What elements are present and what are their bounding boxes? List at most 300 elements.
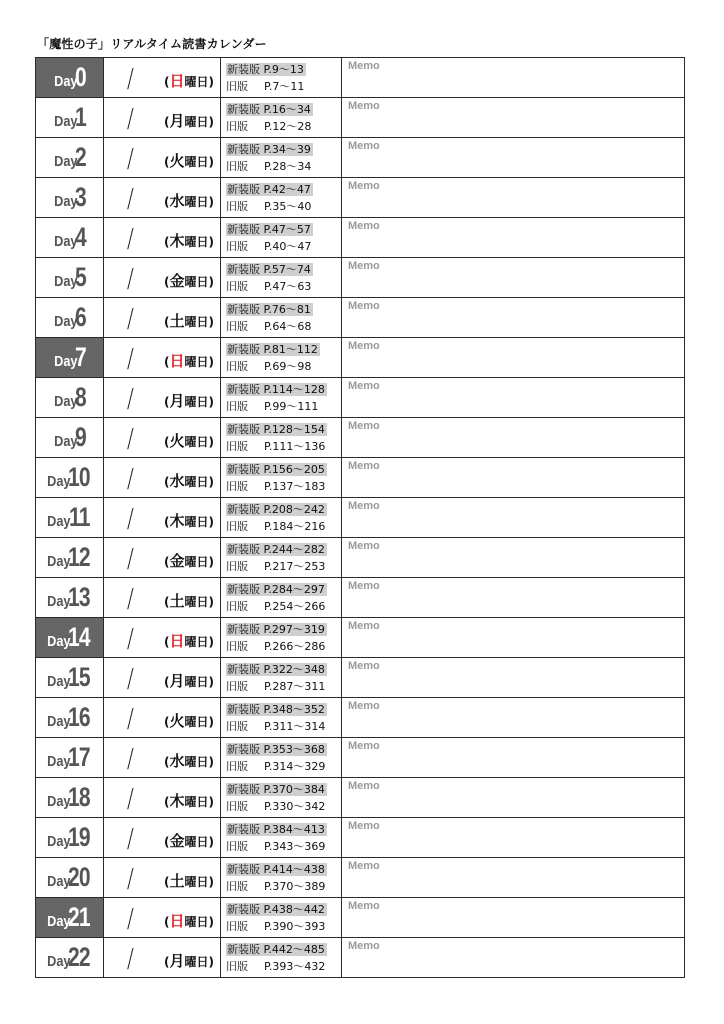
weekday-suffix: 曜日) [184, 275, 214, 289]
weekday-suffix: 曜日) [184, 595, 214, 609]
calendar-row [36, 538, 685, 578]
day-cell [36, 538, 104, 578]
weekday-open: ( [164, 595, 170, 609]
memo-cell[interactable] [342, 418, 685, 458]
weekday-char: 水 [169, 192, 185, 210]
new-edition-line [226, 701, 341, 718]
new-edition-line [226, 501, 341, 518]
memo-label: Memo [348, 380, 380, 392]
weekday-label [164, 630, 214, 651]
date-slash: / [126, 504, 134, 534]
old-edition-pages: P.311～314 [264, 719, 326, 733]
day-label: Day [53, 73, 78, 90]
calendar-row [36, 298, 685, 338]
new-edition-line [226, 541, 341, 558]
calendar-row [36, 98, 685, 138]
memo-cell[interactable] [342, 338, 685, 378]
memo-label: Memo [348, 100, 380, 112]
day-number: 12 [68, 542, 91, 572]
page-title: 「魔性の子」リアルタイム読書カレンダー [37, 37, 267, 51]
date-cell[interactable] [104, 658, 221, 698]
weekday-open: ( [164, 315, 170, 329]
new-edition-line [226, 341, 341, 358]
weekday-char: 日 [169, 72, 185, 90]
date-slash: / [126, 64, 134, 94]
old-edition-label: 旧版 [226, 759, 248, 773]
new-edition-line [226, 61, 341, 78]
old-edition-label: 旧版 [226, 879, 248, 893]
weekday-open: ( [164, 875, 170, 889]
memo-cell[interactable] [342, 258, 685, 298]
new-edition-line [226, 861, 341, 878]
day-label: Day [53, 313, 78, 330]
memo-label: Memo [348, 300, 380, 312]
date-cell[interactable] [104, 58, 221, 98]
new-edition-pages: P.442～485 [263, 942, 325, 956]
old-edition-label: 旧版 [226, 679, 248, 693]
reading-calendar-table [35, 57, 685, 978]
new-edition-line [226, 581, 341, 598]
weekday-label [164, 470, 214, 491]
old-edition-pages: P.40～47 [264, 239, 312, 253]
memo-label: Memo [348, 60, 380, 72]
new-edition-label: 新装版 [227, 662, 260, 676]
pages-cell [221, 218, 342, 258]
weekday-label [164, 750, 214, 771]
pages-cell [221, 498, 342, 538]
new-edition-pages: P.284～297 [263, 582, 325, 596]
memo-cell[interactable] [342, 778, 685, 818]
old-edition-pages: P.184～216 [264, 519, 326, 533]
calendar-row [36, 498, 685, 538]
memo-cell[interactable] [342, 458, 685, 498]
new-edition-line [226, 781, 341, 798]
weekday-char: 金 [169, 272, 185, 290]
old-edition-line [226, 598, 341, 615]
date-slash: / [126, 704, 134, 734]
day-label: Day [46, 473, 71, 490]
new-edition-label: 新装版 [227, 862, 260, 876]
old-edition-line [226, 518, 341, 535]
pages-cell [221, 338, 342, 378]
pages-cell [221, 418, 342, 458]
weekday-suffix: 曜日) [184, 835, 214, 849]
day-cell [36, 618, 104, 658]
weekday-suffix: 曜日) [184, 75, 214, 89]
day-cell [36, 778, 104, 818]
day-cell [36, 378, 104, 418]
new-edition-label: 新装版 [227, 182, 260, 196]
day-cell [36, 418, 104, 458]
memo-label: Memo [348, 140, 380, 152]
weekday-label [164, 710, 214, 731]
old-edition-pages: P.12～28 [264, 119, 312, 133]
new-edition-label: 新装版 [227, 62, 260, 76]
old-edition-label: 旧版 [226, 279, 248, 293]
date-slash: / [126, 944, 134, 974]
new-edition-label: 新装版 [227, 742, 260, 756]
old-edition-line [226, 758, 341, 775]
pages-cell [221, 898, 342, 938]
day-cell [36, 738, 104, 778]
old-edition-line [226, 718, 341, 735]
date-cell[interactable] [104, 218, 221, 258]
new-edition-label: 新装版 [227, 302, 260, 316]
old-edition-line [226, 198, 341, 215]
weekday-char: 日 [169, 632, 185, 650]
day-number: 14 [68, 622, 91, 652]
old-edition-label: 旧版 [226, 919, 248, 933]
new-edition-pages: P.414～438 [263, 862, 325, 876]
day-label: Day [46, 953, 71, 970]
memo-label: Memo [348, 340, 380, 352]
calendar-row [36, 698, 685, 738]
date-slash: / [126, 144, 134, 174]
weekday-label [164, 350, 214, 371]
calendar-row [36, 58, 685, 98]
day-number: 13 [68, 582, 91, 612]
old-edition-label: 旧版 [226, 719, 248, 733]
new-edition-line [226, 461, 341, 478]
calendar-row [36, 658, 685, 698]
day-label: Day [47, 513, 71, 530]
day-label: Day [53, 193, 78, 210]
new-edition-pages: P.438～442 [263, 902, 325, 916]
date-slash: / [126, 264, 134, 294]
day-number: 5 [75, 262, 87, 292]
pages-cell [221, 178, 342, 218]
old-edition-pages: P.47～63 [264, 279, 312, 293]
calendar-row [36, 218, 685, 258]
old-edition-line [226, 838, 341, 855]
new-edition-line [226, 621, 341, 638]
weekday-char: 火 [169, 152, 185, 170]
memo-cell[interactable] [342, 58, 685, 98]
date-cell[interactable] [104, 778, 221, 818]
day-cell [36, 138, 104, 178]
weekday-label [164, 150, 214, 171]
day-label: Day [53, 113, 78, 130]
date-cell[interactable] [104, 338, 221, 378]
new-edition-pages: P.353～368 [263, 742, 325, 756]
new-edition-pages: P.81～112 [263, 342, 318, 356]
calendar-row [36, 578, 685, 618]
new-edition-label: 新装版 [227, 542, 260, 556]
memo-cell[interactable] [342, 698, 685, 738]
weekday-suffix: 曜日) [184, 915, 214, 929]
weekday-open: ( [164, 915, 170, 929]
weekday-label [164, 430, 214, 451]
memo-label: Memo [348, 820, 380, 832]
old-edition-label: 旧版 [226, 479, 248, 493]
calendar-row [36, 418, 685, 458]
weekday-char: 月 [169, 952, 185, 970]
new-edition-pages: P.128～154 [263, 422, 325, 436]
new-edition-label: 新装版 [227, 702, 260, 716]
memo-cell[interactable] [342, 298, 685, 338]
date-cell[interactable] [104, 858, 221, 898]
pages-cell [221, 858, 342, 898]
old-edition-label: 旧版 [226, 79, 248, 93]
memo-label: Memo [348, 220, 380, 232]
old-edition-line [226, 558, 341, 575]
day-cell [36, 898, 104, 938]
new-edition-label: 新装版 [227, 102, 260, 116]
memo-label: Memo [348, 740, 380, 752]
old-edition-line [226, 638, 341, 655]
date-cell[interactable] [104, 938, 221, 978]
old-edition-line [226, 318, 341, 335]
weekday-open: ( [164, 155, 170, 169]
memo-cell[interactable] [342, 738, 685, 778]
day-label: Day [53, 273, 78, 290]
memo-label: Memo [348, 180, 380, 192]
date-cell[interactable] [104, 898, 221, 938]
old-edition-line [226, 798, 341, 815]
old-edition-label: 旧版 [226, 559, 248, 573]
date-cell[interactable] [104, 138, 221, 178]
day-number: 16 [68, 702, 91, 732]
weekday-open: ( [164, 515, 170, 529]
weekday-char: 水 [169, 752, 185, 770]
pages-cell [221, 778, 342, 818]
memo-cell[interactable] [342, 578, 685, 618]
memo-cell[interactable] [342, 178, 685, 218]
new-edition-label: 新装版 [227, 422, 260, 436]
day-number: 2 [75, 142, 87, 172]
memo-cell[interactable] [342, 618, 685, 658]
memo-label: Memo [348, 900, 380, 912]
new-edition-label: 新装版 [227, 582, 260, 596]
calendar-row [36, 338, 685, 378]
day-number: 3 [75, 182, 87, 212]
date-cell[interactable] [104, 418, 221, 458]
old-edition-pages: P.370～389 [264, 879, 326, 893]
weekday-suffix: 曜日) [184, 235, 214, 249]
weekday-open: ( [164, 755, 170, 769]
weekday-label [164, 70, 214, 91]
weekday-suffix: 曜日) [184, 755, 214, 769]
date-cell[interactable] [104, 538, 221, 578]
calendar-row [36, 898, 685, 938]
calendar-row [36, 618, 685, 658]
weekday-char: 木 [169, 792, 185, 810]
new-edition-pages: P.370～384 [263, 782, 325, 796]
old-edition-label: 旧版 [226, 439, 248, 453]
new-edition-label: 新装版 [227, 942, 260, 956]
old-edition-line [226, 918, 341, 935]
new-edition-label: 新装版 [227, 902, 260, 916]
calendar-row [36, 738, 685, 778]
weekday-open: ( [164, 835, 170, 849]
memo-cell[interactable] [342, 938, 685, 978]
date-cell[interactable] [104, 738, 221, 778]
old-edition-line [226, 118, 341, 135]
calendar-row [36, 818, 685, 858]
weekday-suffix: 曜日) [184, 955, 214, 969]
weekday-char: 土 [169, 872, 185, 890]
weekday-char: 火 [169, 432, 185, 450]
new-edition-label: 新装版 [227, 782, 260, 796]
date-cell[interactable] [104, 458, 221, 498]
weekday-open: ( [164, 195, 170, 209]
memo-cell[interactable] [342, 858, 685, 898]
date-cell[interactable] [104, 698, 221, 738]
pages-cell [221, 58, 342, 98]
old-edition-line [226, 358, 341, 375]
weekday-suffix: 曜日) [184, 635, 214, 649]
new-edition-pages: P.9～13 [263, 62, 304, 76]
day-cell [36, 498, 104, 538]
new-edition-line [226, 421, 341, 438]
new-edition-pages: P.34～39 [263, 142, 311, 156]
memo-cell[interactable] [342, 658, 685, 698]
new-edition-pages: P.42～47 [263, 182, 311, 196]
pages-cell [221, 818, 342, 858]
old-edition-label: 旧版 [226, 839, 248, 853]
date-cell[interactable] [104, 258, 221, 298]
memo-cell[interactable] [342, 218, 685, 258]
date-slash: / [126, 424, 134, 454]
date-cell[interactable] [104, 578, 221, 618]
weekday-label [164, 590, 214, 611]
calendar-row [36, 778, 685, 818]
day-label: Day [46, 753, 71, 770]
calendar-row [36, 138, 685, 178]
date-cell[interactable] [104, 818, 221, 858]
new-edition-label: 新装版 [227, 502, 260, 516]
new-edition-pages: P.244～282 [263, 542, 325, 556]
old-edition-pages: P.343～369 [264, 839, 326, 853]
weekday-suffix: 曜日) [184, 395, 214, 409]
date-slash: / [126, 744, 134, 774]
calendar-row [36, 938, 685, 978]
weekday-open: ( [164, 275, 170, 289]
memo-cell[interactable] [342, 818, 685, 858]
new-edition-line [226, 381, 341, 398]
calendar-row [36, 258, 685, 298]
old-edition-label: 旧版 [226, 799, 248, 813]
memo-label: Memo [348, 620, 380, 632]
weekday-open: ( [164, 555, 170, 569]
date-slash: / [126, 824, 134, 854]
day-label: Day [46, 713, 71, 730]
old-edition-line [226, 398, 341, 415]
pages-cell [221, 938, 342, 978]
date-slash: / [126, 544, 134, 574]
weekday-char: 月 [169, 392, 185, 410]
day-cell [36, 218, 104, 258]
memo-cell[interactable] [342, 538, 685, 578]
date-cell[interactable] [104, 498, 221, 538]
day-cell [36, 258, 104, 298]
day-number: 15 [68, 662, 91, 692]
date-cell[interactable] [104, 98, 221, 138]
new-edition-line [226, 141, 341, 158]
day-label: Day [46, 833, 71, 850]
weekday-char: 土 [169, 592, 185, 610]
date-cell[interactable] [104, 298, 221, 338]
new-edition-pages: P.156～205 [263, 462, 325, 476]
weekday-suffix: 曜日) [184, 555, 214, 569]
new-edition-label: 新装版 [227, 822, 260, 836]
memo-cell[interactable] [342, 98, 685, 138]
weekday-char: 木 [169, 512, 185, 530]
old-edition-pages: P.69～98 [264, 359, 312, 373]
new-edition-line [226, 221, 341, 238]
memo-cell[interactable] [342, 378, 685, 418]
date-slash: / [126, 864, 134, 894]
old-edition-pages: P.266～286 [264, 639, 326, 653]
weekday-open: ( [164, 355, 170, 369]
new-edition-label: 新装版 [227, 222, 260, 236]
memo-label: Memo [348, 420, 380, 432]
new-edition-label: 新装版 [227, 142, 260, 156]
day-label: Day [53, 393, 78, 410]
new-edition-pages: P.348～352 [263, 702, 325, 716]
weekday-label [164, 670, 214, 691]
old-edition-pages: P.314～329 [264, 759, 326, 773]
weekday-suffix: 曜日) [184, 195, 214, 209]
old-edition-pages: P.254～266 [264, 599, 326, 613]
memo-label: Memo [348, 700, 380, 712]
weekday-label [164, 830, 214, 851]
new-edition-pages: P.76～81 [263, 302, 311, 316]
day-cell [36, 658, 104, 698]
weekday-label [164, 950, 214, 971]
date-cell[interactable] [104, 378, 221, 418]
old-edition-pages: P.287～311 [264, 679, 326, 693]
weekday-open: ( [164, 795, 170, 809]
old-edition-label: 旧版 [226, 239, 248, 253]
old-edition-line [226, 478, 341, 495]
date-slash: / [126, 904, 134, 934]
weekday-suffix: 曜日) [184, 715, 214, 729]
old-edition-pages: P.390～393 [264, 919, 326, 933]
date-slash: / [126, 224, 134, 254]
new-edition-line [226, 261, 341, 278]
day-number: 4 [75, 222, 87, 252]
date-cell[interactable] [104, 178, 221, 218]
old-edition-label: 旧版 [226, 639, 248, 653]
weekday-char: 月 [169, 112, 185, 130]
day-cell [36, 578, 104, 618]
memo-cell[interactable] [342, 498, 685, 538]
day-number: 6 [75, 302, 87, 332]
weekday-label [164, 110, 214, 131]
weekday-suffix: 曜日) [184, 515, 214, 529]
day-label: Day [46, 553, 71, 570]
pages-cell [221, 138, 342, 178]
date-cell[interactable] [104, 618, 221, 658]
memo-cell[interactable] [342, 898, 685, 938]
memo-cell[interactable] [342, 138, 685, 178]
old-edition-pages: P.137～183 [264, 479, 326, 493]
day-number: 1 [75, 102, 87, 132]
memo-label: Memo [348, 260, 380, 272]
day-number: 22 [68, 942, 91, 972]
old-edition-label: 旧版 [226, 519, 248, 533]
memo-label: Memo [348, 780, 380, 792]
old-edition-pages: P.28～34 [264, 159, 312, 173]
calendar-row [36, 178, 685, 218]
pages-cell [221, 258, 342, 298]
memo-label: Memo [348, 580, 380, 592]
old-edition-pages: P.99～111 [264, 399, 319, 413]
old-edition-pages: P.330～342 [264, 799, 326, 813]
memo-label: Memo [348, 460, 380, 472]
weekday-label [164, 870, 214, 891]
